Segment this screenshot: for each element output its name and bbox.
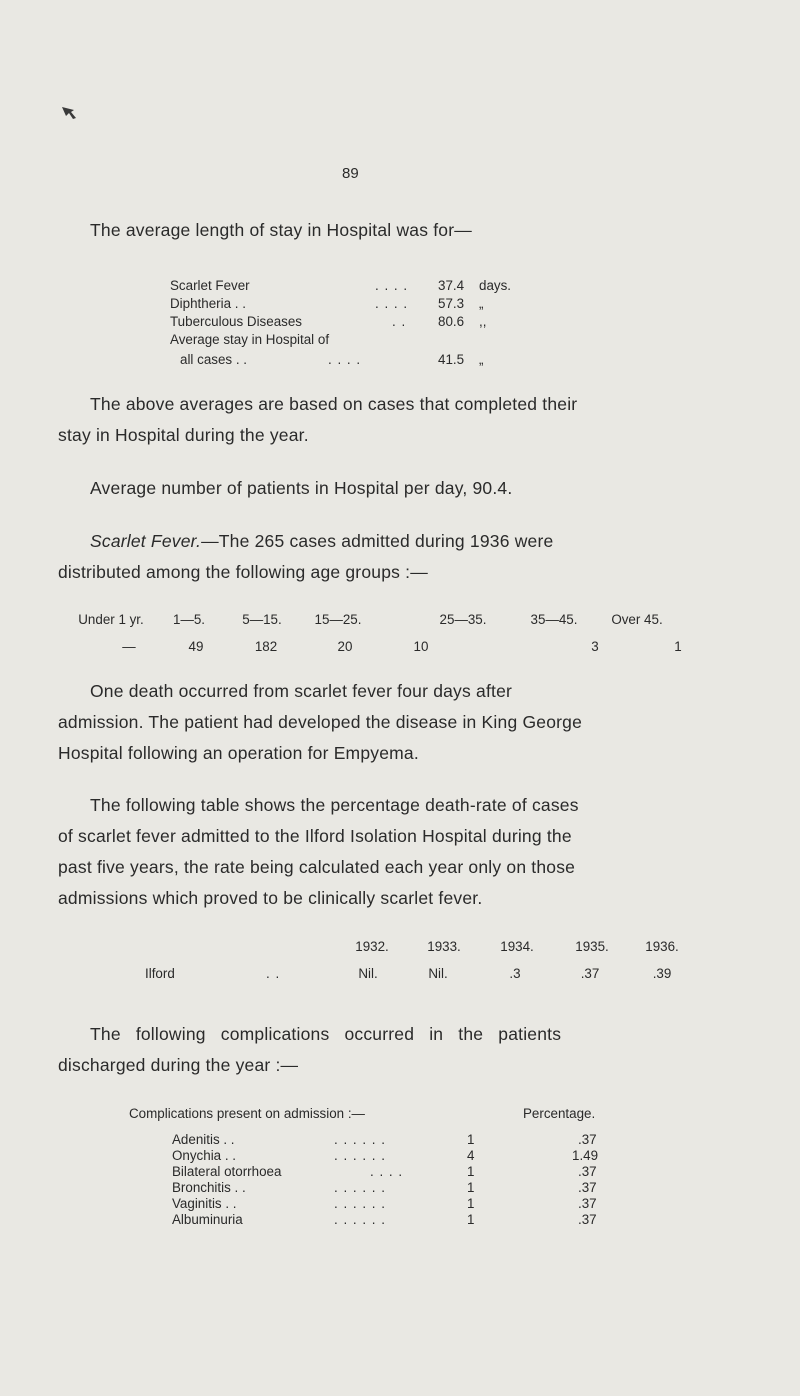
age-group-header: 35—45. bbox=[530, 612, 578, 627]
leader-dots: . . . . bbox=[375, 296, 409, 311]
leader-dots: . . . . . . bbox=[334, 1132, 386, 1147]
complications-header: Complications present on admission :— bbox=[129, 1106, 365, 1121]
year-header: 1936. bbox=[645, 939, 679, 954]
complication-count: 1 bbox=[467, 1212, 475, 1227]
stay-label: Scarlet Fever bbox=[170, 278, 250, 293]
scarlet-intro-text: —The 265 cases admitted during 1936 were bbox=[201, 531, 554, 551]
age-group-value: 10 bbox=[413, 639, 429, 654]
age-group-value: 20 bbox=[337, 639, 353, 654]
scarlet-heading: Scarlet Fever. bbox=[90, 531, 202, 551]
death-rate-value: .39 bbox=[652, 966, 672, 981]
age-group-header: 15—25. bbox=[314, 612, 362, 627]
complication-label: Bronchitis . . bbox=[172, 1180, 246, 1195]
complication-count: 1 bbox=[467, 1132, 475, 1147]
leader-dots: . . . . . . bbox=[334, 1148, 386, 1163]
death-paragraph-line: One death occurred from scarlet fever four days after bbox=[90, 681, 513, 701]
stay-label: all cases . . bbox=[180, 352, 247, 367]
complication-percentage: 1.49 bbox=[572, 1148, 599, 1163]
rate-paragraph-line: The following table shows the percentage death-rate of cases bbox=[90, 795, 579, 815]
age-group-value: — bbox=[122, 639, 136, 654]
age-group-header: Under 1 yr. bbox=[78, 612, 144, 627]
stay-value: 37.4 bbox=[438, 278, 465, 293]
year-header: 1934. bbox=[500, 939, 534, 954]
stay-value: 80.6 bbox=[438, 314, 465, 329]
complication-percentage: .37 bbox=[578, 1196, 597, 1211]
page-number: 89 bbox=[342, 165, 359, 182]
avg-patients: Average number of patients in Hospital per day, 90.4. bbox=[90, 478, 513, 498]
complication-count: 1 bbox=[467, 1180, 475, 1195]
complication-label: Onychia . . bbox=[172, 1148, 237, 1163]
rate-paragraph-line: past five years, the rate being calculated each year only on those bbox=[58, 857, 576, 877]
rate-paragraph-line: of scarlet fever admitted to the Ilford Isolation Hospital during the bbox=[58, 826, 572, 846]
leader-dots: . . bbox=[392, 314, 407, 329]
leader-dots: . . . . . . bbox=[334, 1180, 386, 1195]
stay-unit: ,, bbox=[479, 314, 487, 329]
complication-label: Adenitis . . bbox=[172, 1132, 235, 1147]
death-paragraph-line: admission. The patient had developed the disease in King George bbox=[58, 712, 583, 732]
stay-unit: „ bbox=[479, 352, 484, 367]
stay-value: 41.5 bbox=[438, 352, 465, 367]
death-rate-value: .3 bbox=[509, 966, 521, 981]
death-paragraph-line: Hospital following an operation for Empyema. bbox=[58, 743, 419, 763]
complication-label: Bilateral otorrhoea bbox=[172, 1164, 282, 1179]
complication-percentage: .37 bbox=[578, 1180, 597, 1195]
rate-paragraph-line: admissions which proved to be clinically scarlet fever. bbox=[58, 888, 483, 908]
stay-unit: days. bbox=[479, 278, 512, 293]
scarlet-intro-line: distributed among the following age groups :— bbox=[58, 562, 428, 582]
complication-count: 1 bbox=[467, 1164, 475, 1179]
percentage-header: Percentage. bbox=[523, 1106, 596, 1121]
complication-count: 4 bbox=[467, 1148, 475, 1163]
leader-dots: . . . . bbox=[370, 1164, 404, 1179]
age-group-value: 49 bbox=[188, 639, 204, 654]
leader-dots: . . . . . . bbox=[334, 1212, 386, 1227]
year-header: 1932. bbox=[355, 939, 389, 954]
ink-mark-icon bbox=[60, 104, 80, 120]
age-group-header: Over 45. bbox=[611, 612, 663, 627]
complication-label: Vaginitis . . bbox=[172, 1196, 237, 1211]
leader-dots: . . . . bbox=[328, 352, 362, 367]
year-header: 1933. bbox=[427, 939, 461, 954]
leader-dots: . . bbox=[266, 966, 281, 981]
complication-percentage: .37 bbox=[578, 1132, 597, 1147]
year-header: 1935. bbox=[575, 939, 609, 954]
age-group-header: 1—5. bbox=[172, 612, 206, 627]
complications-intro-line: discharged during the year :— bbox=[58, 1055, 299, 1075]
averages-note-line: The above averages are based on cases that completed their bbox=[90, 394, 578, 414]
stay-intro: The average length of stay in Hospital was for— bbox=[90, 220, 472, 240]
complication-percentage: .37 bbox=[578, 1212, 597, 1227]
death-rate-value: Nil. bbox=[358, 966, 378, 981]
stay-label: Diphtheria . . bbox=[170, 296, 246, 311]
age-group-value: 1 bbox=[674, 639, 682, 654]
age-group-value: 3 bbox=[591, 639, 599, 654]
age-group-value: 182 bbox=[254, 639, 278, 654]
complications-intro-line: The following complications occurred in the patients bbox=[90, 1024, 562, 1044]
stay-unit: „ bbox=[479, 296, 484, 311]
death-rate-row-label: Ilford bbox=[145, 966, 175, 981]
averages-note-line: stay in Hospital during the year. bbox=[58, 425, 309, 445]
death-rate-value: .37 bbox=[580, 966, 600, 981]
complication-label: Albuminuria bbox=[172, 1212, 243, 1227]
stay-label: Tuberculous Diseases bbox=[170, 314, 302, 329]
complication-count: 1 bbox=[467, 1196, 475, 1211]
stay-label: Average stay in Hospital of bbox=[170, 332, 330, 347]
scarlet-intro-line bbox=[90, 526, 553, 557]
age-group-header: 5—15. bbox=[242, 612, 282, 627]
death-rate-value: Nil. bbox=[428, 966, 448, 981]
leader-dots: . . . . . . bbox=[334, 1196, 386, 1211]
complication-percentage: .37 bbox=[578, 1164, 597, 1179]
leader-dots: . . . . bbox=[375, 278, 409, 293]
age-group-header: 25—35. bbox=[439, 612, 487, 627]
stay-value: 57.3 bbox=[438, 296, 465, 311]
